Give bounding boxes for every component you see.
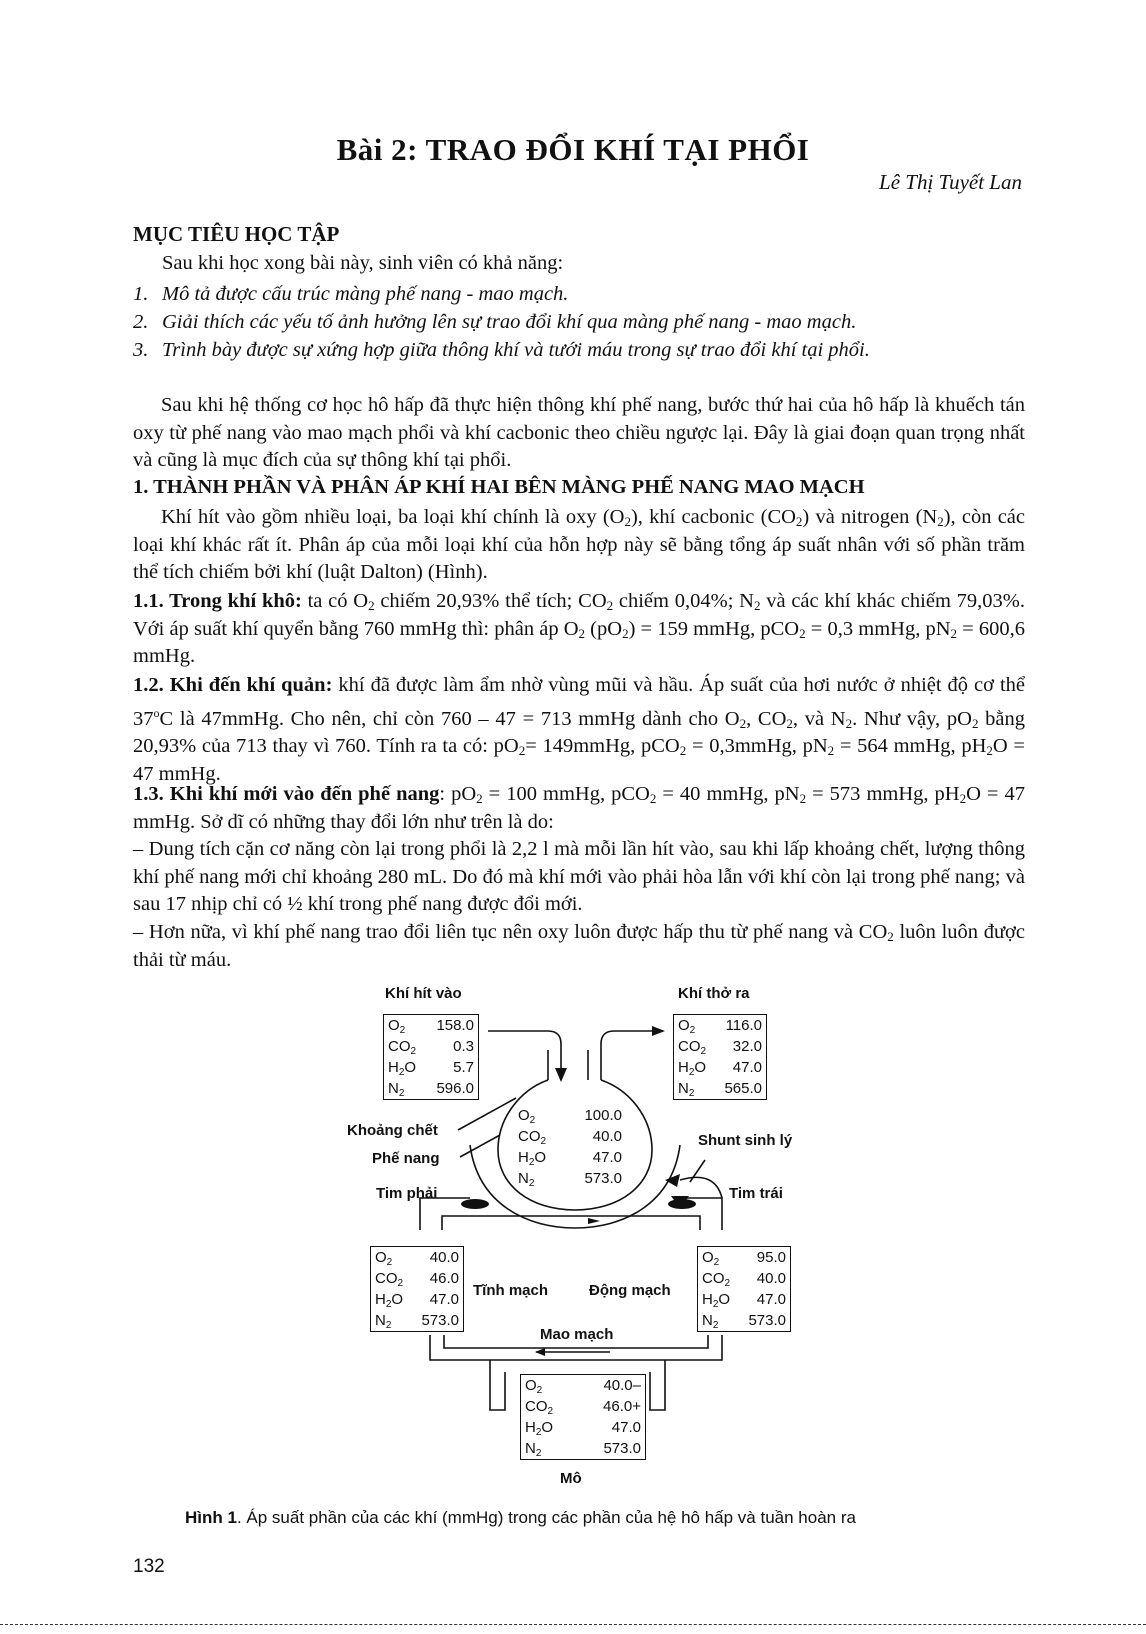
gas-name: $CO_2$ [375,1270,404,1289]
gas-row [384,1036,478,1057]
label-tissue: Mô [560,1470,582,1487]
gas-name: $N_2$ [375,1312,392,1331]
gas-row [371,1310,463,1331]
gas-row [521,1417,645,1438]
tissue-right-vessel [650,1360,665,1410]
label-inhaled: Khí hít vào [385,985,462,1002]
gas-value: 0.3 [453,1038,474,1055]
gas-name: $O_2$ [388,1017,406,1036]
gas-value: 573.0 [584,1170,622,1187]
gas-value: 573.0 [421,1312,459,1329]
section-1-heading: 1. THÀNH PHẦN VÀ PHÂN ÁP KHÍ HAI BÊN MÀNG PHẾ NANG MAO MẠCH [133,476,865,498]
gas-row [521,1438,645,1459]
gas-row [514,1105,626,1126]
exhale-flow-line [601,1031,655,1080]
label-left-heart: Tim trái [729,1185,783,1202]
bottom-rule [0,1624,1146,1625]
gas-name: $H_2O$ [525,1419,554,1438]
objectives-intro: Sau khi học xong bài này, sinh viên có khả năng: [162,252,564,274]
gas-value: 32.0 [732,1038,762,1055]
shunt-arrowhead [665,1174,680,1187]
gas-row [384,1078,478,1099]
exhaled-gas-box [673,1014,767,1100]
gas-name: $O_2$ [702,1249,720,1268]
bullet-1: – Dung tích cặn cơ năng còn lại trong phổi là 2,2 l mà mỗi lần hít vào, sau khi lấp khoảng chết, lượng thông khí phế nang mới chỉ khoảng 280 mL. Do đó mà khí mới vào phải hòa lẫn với khí còn lại trong phế nang; và sau 17 nhịp chỉ có ½ khí trong phế nang được đổi mới. [133,838,1025,916]
page-number: 132 [133,1556,165,1577]
gas-name: $O_2$ [518,1107,536,1126]
gas-name: $N_2$ [702,1312,719,1331]
right-heart-mark [461,1199,489,1209]
gas-value: 47.0 [756,1291,786,1308]
gas-row [521,1375,645,1396]
gas-name: $CO_2$ [702,1270,731,1289]
gas-value: 596.0 [436,1080,474,1097]
list-item: 3. Trình bày được sự xứng hợp giữa thông khí và tưới máu trong sự trao đổi khí tại phổi. [133,339,870,361]
gas-row [674,1057,766,1078]
label-exhaled: Khí thở ra [678,985,750,1002]
tissue-gas-box [520,1374,646,1460]
gas-row [514,1147,626,1168]
gas-name: $CO_2$ [525,1398,554,1417]
label-dead-space: Khoảng chết [347,1122,438,1139]
gas-name: $H_2O$ [388,1059,417,1078]
gas-row [674,1036,766,1057]
venous-gas-box [370,1246,464,1332]
exhale-arrowhead [652,1026,665,1036]
gas-value: 46.0 [429,1270,459,1287]
inhaled-gas-box [383,1014,479,1100]
section-1-paragraph: Khí hít vào gồm nhiều loại, ba loại khí chính là oxy $(O_2)$, khí cacbonic $(CO_2)$ và nitrogen $(N_2)$, còn các loại khí khác rất ít. Phân áp của mỗi loại khí của hỗn hợp này sẽ bằng tổng áp suất nhân với số phần trăm thể tích chiếm bởi khí (luật Dalton) (Hình). [133,506,1025,584]
gas-value: 40.0 [756,1270,786,1287]
gas-name: $O_2$ [678,1017,696,1036]
inhale-flow-line [488,1031,561,1080]
alveolus-leader [460,1135,500,1157]
inhale-arrowhead [555,1068,567,1082]
gas-name: $N_2$ [518,1170,535,1189]
gas-value: 40.0– [603,1377,641,1394]
gas-name: $H_2O$ [518,1149,547,1168]
gas-value: 573.0 [603,1440,641,1457]
gas-value: 100.0 [584,1107,622,1124]
objectives-heading: MỤC TIÊU HỌC TẬP [133,222,340,246]
gas-value: 116.0 [725,1017,762,1034]
gas-value: 40.0 [429,1249,459,1266]
gas-name: $CO_2$ [678,1038,707,1057]
intro-paragraph: Sau khi hệ thống cơ học hô hấp đã thực hiện thông khí phế nang, bước thứ hai của hô hấp là khuếch tán oxy từ phế nang vào mao mạch phổi và khí cacbonic theo chiều ngược lại. Đây là giai đoạn quan trọng nhất và cũng là mục đích của sự thông khí tại phổi. [133,394,1025,472]
gas-row [371,1247,463,1268]
gas-row [371,1289,463,1310]
gas-value: 47.0 [611,1419,641,1436]
shunt-loop [680,1177,722,1198]
gas-value: 565.0 [724,1080,762,1097]
gas-row [384,1015,478,1036]
gas-name: $H_2O$ [678,1059,707,1078]
pulmonary-capillary-arrowhead [588,1218,600,1224]
gas-row [514,1168,626,1189]
gas-row [698,1268,790,1289]
label-alveolus: Phế nang [372,1150,440,1167]
gas-row [514,1126,626,1147]
gas-name: $N_2$ [525,1440,542,1459]
gas-value: 47.0 [592,1149,622,1166]
gas-value: 47.0 [732,1059,762,1076]
gas-row [698,1310,790,1331]
gas-value: 5.7 [453,1059,474,1076]
gas-row [674,1015,766,1036]
gas-row [521,1396,645,1417]
gas-row [384,1057,478,1078]
gas-name: $H_2O$ [375,1291,404,1310]
gas-name: $N_2$ [388,1080,405,1099]
tissue-left-vessel [490,1360,505,1410]
list-item: 1. Mô tả được cấu trúc màng phế nang - mao mạch. [133,283,569,305]
author: Lê Thị Tuyết Lan [879,170,1022,194]
gas-value: 573.0 [748,1312,786,1329]
gas-name: $O_2$ [375,1249,393,1268]
gas-name: $CO_2$ [388,1038,417,1057]
list-item: 2. Giải thích các yếu tố ảnh hưởng lên sự trao đổi khí qua màng phế nang - mao mạch. [133,311,857,333]
gas-value: 46.0+ [603,1398,641,1415]
gas-value: 40.0 [592,1128,622,1145]
page-title: Bài 2: TRAO ĐỔI KHÍ TẠI PHỔI [336,132,810,167]
bullet-2: – Hơn nữa, vì khí phế nang trao đổi liên tục nên oxy luôn được hấp thu từ phế nang và $CO_2$ luôn luôn được thải từ máu. [133,921,1025,971]
label-capillary: Mao mạch [540,1326,614,1343]
alveolar-gas-box [514,1105,626,1189]
gas-name: $CO_2$ [518,1128,547,1147]
label-right-heart: Tim phải [376,1185,438,1202]
gas-value: 47.0 [429,1291,459,1308]
gas-value: 95.0 [756,1249,786,1266]
gas-row [698,1289,790,1310]
gas-row [371,1268,463,1289]
section-1-1: 1.1. Trong khí khô: ta có $O_2$ chiếm 20,93% thể tích; $CO_2$ chiếm 0,04%; $N_2$ và các khí khác chiếm 79,03%. Với áp suất khí quyển bằng 760 mmHg thì: phân áp $O_2$ $(pO_2) = 159$ mmHg, pCO$_2$ = 0,3 mmHg, $pN_2 = 600,6$ mmHg. [133,590,1026,668]
arterial-gas-box [697,1246,791,1332]
gas-name: $O_2$ [525,1377,543,1396]
label-artery: Động mạch [589,1282,671,1299]
gas-row [674,1078,766,1099]
section-1-2: 1.2. Khi đến khí quản: khí đã được làm ẩm nhờ vùng mũi và hầu. Áp suất của hơi nước ở nhiệt độ cơ thể 37$^o$C là 47mmHg. Cho nên, chỉ còn 760 – 47 = 713 mmHg dành cho $O_2$, $CO_2$, và $N_2$. Như vậy, $pO_2$ bằng 20,93% của 713 thay vì 760. Tính ra ta có: $pO_2=$ 149mmHg, pCO$_2$ = 0,3mmHg, $pN_2 = 564$ mmHg, $pH_2O = 47$ mmHg. [133,674,1025,785]
figure-caption: Hình 1. Áp suất phần của các khí (mmHg) trong các phần của hệ hô hấp và tuần hoàn ra [185,1508,856,1527]
left-heart-mark [668,1199,696,1209]
gas-row [698,1247,790,1268]
label-physio-shunt: Shunt sinh lý [698,1132,793,1149]
gas-name: $H_2O$ [702,1291,731,1310]
label-vein: Tĩnh mạch [473,1282,549,1299]
gas-name: $N_2$ [678,1080,695,1099]
gas-value: 158.0 [436,1017,474,1034]
section-1-3: 1.3. Khi khí mới vào đến phế nang: $pO_2 = 100$ mmHg, pCO$_2$ = 40 mmHg, $pN_2 = 573$ mmHg, $pH_2O = 47$ mmHg. Sở dĩ có những thay đổi lớn như trên là do: [133,783,1025,833]
